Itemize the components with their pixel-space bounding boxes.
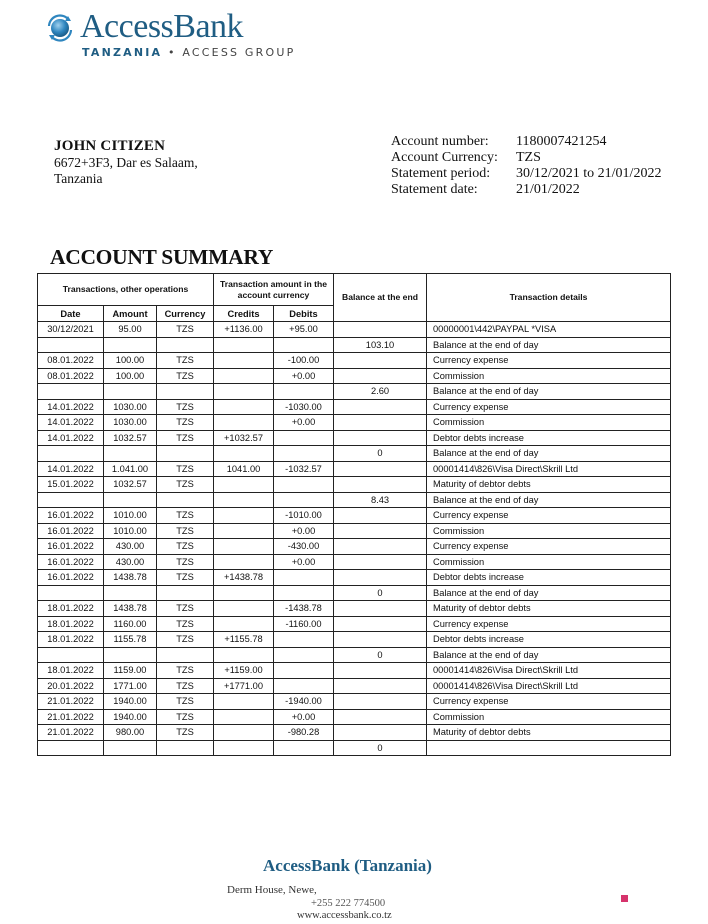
cell-credits <box>214 415 274 431</box>
table-row <box>38 353 671 369</box>
cell-details: Debtor debts increase <box>427 430 671 446</box>
cell-details: Balance at the end of day <box>427 337 671 353</box>
cell-amount <box>104 585 157 601</box>
customer-name: JOHN CITIZEN <box>54 138 166 154</box>
header-amount: Amount <box>104 306 157 322</box>
cell-debits: +0.00 <box>274 368 334 384</box>
cell-debits <box>274 740 334 756</box>
account-currency-label: Account Currency: <box>391 150 498 165</box>
table-row <box>38 492 671 508</box>
cell-balance <box>334 709 427 725</box>
table-row <box>38 399 671 415</box>
cell-date: 18.01.2022 <box>38 663 104 679</box>
cell-date <box>38 492 104 508</box>
account-currency-row <box>391 150 661 166</box>
cell-balance <box>334 725 427 741</box>
cell-credits <box>214 368 274 384</box>
cell-date: 18.01.2022 <box>38 632 104 648</box>
table-row <box>38 678 671 694</box>
cell-balance <box>334 430 427 446</box>
cell-debits: -1030.00 <box>274 399 334 415</box>
cell-amount: 1940.00 <box>104 694 157 710</box>
cell-amount <box>104 492 157 508</box>
cell-debits: +0.00 <box>274 523 334 539</box>
cell-currency <box>157 492 214 508</box>
cell-currency: TZS <box>157 616 214 632</box>
cell-currency: TZS <box>157 415 214 431</box>
cell-debits <box>274 477 334 493</box>
cell-debits: +0.00 <box>274 554 334 570</box>
cell-credits <box>214 585 274 601</box>
cell-debits <box>274 647 334 663</box>
cell-date <box>38 337 104 353</box>
cell-debits: -1160.00 <box>274 616 334 632</box>
cell-balance: 8.43 <box>334 492 427 508</box>
cell-amount: 430.00 <box>104 539 157 555</box>
cell-debits: -1010.00 <box>274 508 334 524</box>
cell-balance <box>334 368 427 384</box>
cell-date: 16.01.2022 <box>38 554 104 570</box>
cell-details: Commission <box>427 709 671 725</box>
cell-credits: +1438.78 <box>214 570 274 586</box>
cell-credits <box>214 554 274 570</box>
logo-wordmark: AccessBank <box>80 8 244 45</box>
cell-credits <box>214 740 274 756</box>
cell-amount: 430.00 <box>104 554 157 570</box>
cell-amount: 1010.00 <box>104 523 157 539</box>
cell-debits <box>274 446 334 462</box>
cell-date: 21.01.2022 <box>38 694 104 710</box>
cell-date: 21.01.2022 <box>38 725 104 741</box>
cell-details: Currency expense <box>427 399 671 415</box>
table-row <box>38 585 671 601</box>
cell-amount: 95.00 <box>104 322 157 338</box>
cell-balance <box>334 508 427 524</box>
table-row <box>38 725 671 741</box>
table-row <box>38 322 671 338</box>
statement-date-value: 21/01/2022 <box>516 182 580 197</box>
cell-details: 00000001\442\PAYPAL *VISA <box>427 322 671 338</box>
cell-amount: 1032.57 <box>104 430 157 446</box>
cell-debits <box>274 337 334 353</box>
header-amount-group: Transaction amount in the account currency <box>214 274 334 306</box>
cell-currency: TZS <box>157 694 214 710</box>
cell-details: Debtor debts increase <box>427 632 671 648</box>
table-row <box>38 647 671 663</box>
table-row <box>38 740 671 756</box>
header-debits: Debits <box>274 306 334 322</box>
cell-details: Commission <box>427 523 671 539</box>
cell-balance: 0 <box>334 740 427 756</box>
cell-balance <box>334 663 427 679</box>
cell-credits <box>214 399 274 415</box>
cell-balance <box>334 415 427 431</box>
statement-period-value: 30/12/2021 to 21/01/2022 <box>516 166 662 181</box>
cell-details: Balance at the end of day <box>427 585 671 601</box>
header-currency: Currency <box>157 306 214 322</box>
cell-balance: 2.60 <box>334 384 427 400</box>
cell-amount: 1438.78 <box>104 601 157 617</box>
cell-date: 08.01.2022 <box>38 353 104 369</box>
footer-marker-icon <box>621 895 628 902</box>
cell-credits <box>214 709 274 725</box>
cell-date: 16.01.2022 <box>38 508 104 524</box>
cell-amount: 1.041.00 <box>104 461 157 477</box>
cell-date: 18.01.2022 <box>38 616 104 632</box>
cell-details: Balance at the end of day <box>427 647 671 663</box>
cell-currency: TZS <box>157 570 214 586</box>
cell-debits: -100.00 <box>274 353 334 369</box>
header-balance: Balance at the end <box>334 274 427 322</box>
logo-tagline <box>82 46 295 59</box>
header-details: Transaction details <box>427 274 671 322</box>
cell-credits <box>214 601 274 617</box>
cell-amount: 1010.00 <box>104 508 157 524</box>
cell-credits <box>214 492 274 508</box>
account-currency-value: TZS <box>516 150 541 165</box>
cell-balance <box>334 678 427 694</box>
cell-currency: TZS <box>157 539 214 555</box>
table-row <box>38 523 671 539</box>
cell-details: 00001414\826\Visa Direct\Skrill Ltd <box>427 461 671 477</box>
logo-region: TANZANIA <box>82 46 163 59</box>
cell-currency: TZS <box>157 353 214 369</box>
cell-credits: +1032.57 <box>214 430 274 446</box>
cell-details: Balance at the end of day <box>427 384 671 400</box>
cell-credits <box>214 508 274 524</box>
cell-debits: -430.00 <box>274 539 334 555</box>
cell-currency <box>157 384 214 400</box>
cell-currency: TZS <box>157 368 214 384</box>
table-row <box>38 539 671 555</box>
cell-details: Currency expense <box>427 539 671 555</box>
cell-credits <box>214 694 274 710</box>
cell-date <box>38 585 104 601</box>
table-row <box>38 477 671 493</box>
cell-date <box>38 446 104 462</box>
cell-date: 30/12/2021 <box>38 322 104 338</box>
cell-date: 21.01.2022 <box>38 709 104 725</box>
footer-website[interactable]: www.accessbank.co.tz <box>297 910 392 921</box>
cell-details: Commission <box>427 368 671 384</box>
statement-period-label: Statement period: <box>391 166 491 181</box>
cell-date: 16.01.2022 <box>38 570 104 586</box>
cell-balance <box>334 353 427 369</box>
cell-details: Currency expense <box>427 353 671 369</box>
cell-date: 15.01.2022 <box>38 477 104 493</box>
table-row <box>38 415 671 431</box>
cell-currency <box>157 647 214 663</box>
cell-date: 14.01.2022 <box>38 415 104 431</box>
footer-bank-name: AccessBank (Tanzania) <box>263 856 432 875</box>
cell-credits: 1041.00 <box>214 461 274 477</box>
cell-debits: -980.28 <box>274 725 334 741</box>
cell-debits <box>274 678 334 694</box>
cell-debits: -1940.00 <box>274 694 334 710</box>
table-row <box>38 446 671 462</box>
cell-balance: 103.10 <box>334 337 427 353</box>
cell-details <box>427 740 671 756</box>
statement-period-row <box>391 166 661 182</box>
cell-currency: TZS <box>157 508 214 524</box>
cell-amount <box>104 446 157 462</box>
cell-details: 00001414\826\Visa Direct\Skrill Ltd <box>427 663 671 679</box>
cell-details: Maturity of debtor debts <box>427 477 671 493</box>
cell-date <box>38 740 104 756</box>
table-row <box>38 632 671 648</box>
cell-date <box>38 647 104 663</box>
cell-credits: +1159.00 <box>214 663 274 679</box>
account-summary-title: ACCOUNT SUMMARY <box>50 245 274 269</box>
cell-amount: 1438.78 <box>104 570 157 586</box>
cell-details: Debtor debts increase <box>427 570 671 586</box>
cell-amount <box>104 740 157 756</box>
cell-credits <box>214 539 274 555</box>
header-date: Date <box>38 306 104 322</box>
cell-debits <box>274 430 334 446</box>
cell-amount <box>104 384 157 400</box>
access-bank-logo-icon <box>46 14 74 42</box>
cell-credits <box>214 523 274 539</box>
header-credits: Credits <box>214 306 274 322</box>
cell-currency <box>157 740 214 756</box>
cell-balance <box>334 523 427 539</box>
customer-address-line2: Tanzania <box>54 171 103 186</box>
table-row <box>38 663 671 679</box>
cell-date: 18.01.2022 <box>38 601 104 617</box>
bank-logo <box>46 8 296 60</box>
table-row <box>38 461 671 477</box>
cell-details: Maturity of debtor debts <box>427 725 671 741</box>
account-info <box>391 134 661 198</box>
account-number-label: Account number: <box>391 134 489 149</box>
table-row <box>38 508 671 524</box>
cell-debits: -1438.78 <box>274 601 334 617</box>
cell-details: Balance at the end of day <box>427 446 671 462</box>
cell-amount: 100.00 <box>104 353 157 369</box>
cell-balance <box>334 554 427 570</box>
cell-currency: TZS <box>157 399 214 415</box>
table-row <box>38 430 671 446</box>
cell-credits <box>214 477 274 493</box>
cell-balance <box>334 477 427 493</box>
cell-credits <box>214 725 274 741</box>
cell-balance <box>334 570 427 586</box>
footer-address: Derm House, Newe, <box>227 884 317 896</box>
table-row <box>38 384 671 400</box>
cell-date: 14.01.2022 <box>38 461 104 477</box>
logo-group: ACCESS GROUP <box>182 46 296 59</box>
header-transactions-group: Transactions, other operations <box>38 274 214 306</box>
cell-credits: +1136.00 <box>214 322 274 338</box>
cell-credits <box>214 384 274 400</box>
cell-debits <box>274 632 334 648</box>
cell-balance: 0 <box>334 585 427 601</box>
cell-debits: +0.00 <box>274 709 334 725</box>
cell-credits <box>214 446 274 462</box>
cell-date: 14.01.2022 <box>38 430 104 446</box>
cell-details: Currency expense <box>427 616 671 632</box>
cell-currency: TZS <box>157 601 214 617</box>
cell-balance <box>334 461 427 477</box>
cell-amount <box>104 647 157 663</box>
table-header-group-row <box>38 274 671 306</box>
table-row <box>38 709 671 725</box>
cell-balance <box>334 632 427 648</box>
cell-currency: TZS <box>157 430 214 446</box>
cell-balance <box>334 601 427 617</box>
cell-credits <box>214 353 274 369</box>
cell-details: Currency expense <box>427 694 671 710</box>
cell-date: 08.01.2022 <box>38 368 104 384</box>
cell-details: Maturity of debtor debts <box>427 601 671 617</box>
cell-credits: +1771.00 <box>214 678 274 694</box>
logo-separator: • <box>167 46 177 59</box>
cell-balance <box>334 694 427 710</box>
cell-currency <box>157 585 214 601</box>
footer-phone: +255 222 774500 <box>311 898 386 909</box>
cell-amount: 1771.00 <box>104 678 157 694</box>
table-row <box>38 601 671 617</box>
cell-balance <box>334 322 427 338</box>
transactions-body <box>38 322 671 756</box>
cell-currency: TZS <box>157 461 214 477</box>
table-row <box>38 616 671 632</box>
cell-balance <box>334 616 427 632</box>
cell-date <box>38 384 104 400</box>
cell-amount: 1159.00 <box>104 663 157 679</box>
cell-amount: 100.00 <box>104 368 157 384</box>
account-number-value: 1180007421254 <box>516 134 607 149</box>
cell-amount: 1030.00 <box>104 399 157 415</box>
cell-date: 14.01.2022 <box>38 399 104 415</box>
table-row <box>38 337 671 353</box>
cell-debits: -1032.57 <box>274 461 334 477</box>
statement-date-label: Statement date: <box>391 182 478 197</box>
table-row <box>38 694 671 710</box>
cell-currency: TZS <box>157 477 214 493</box>
cell-debits <box>274 663 334 679</box>
cell-balance: 0 <box>334 647 427 663</box>
cell-debits <box>274 570 334 586</box>
cell-date: 20.01.2022 <box>38 678 104 694</box>
cell-balance: 0 <box>334 446 427 462</box>
transactions-table <box>37 273 671 756</box>
cell-balance <box>334 539 427 555</box>
table-row <box>38 570 671 586</box>
cell-amount: 1155.78 <box>104 632 157 648</box>
account-number-row <box>391 134 661 150</box>
cell-details: Commission <box>427 415 671 431</box>
customer-block <box>54 138 198 187</box>
cell-debits <box>274 585 334 601</box>
cell-currency: TZS <box>157 725 214 741</box>
cell-amount <box>104 337 157 353</box>
table-row <box>38 368 671 384</box>
table-row <box>38 554 671 570</box>
cell-credits <box>214 616 274 632</box>
cell-amount: 1032.57 <box>104 477 157 493</box>
cell-credits <box>214 647 274 663</box>
customer-address-line1: 6672+3F3, Dar es Salaam, <box>54 155 198 170</box>
cell-currency: TZS <box>157 663 214 679</box>
cell-amount: 1940.00 <box>104 709 157 725</box>
cell-currency <box>157 446 214 462</box>
cell-balance <box>334 399 427 415</box>
cell-date: 16.01.2022 <box>38 539 104 555</box>
cell-currency: TZS <box>157 632 214 648</box>
cell-currency: TZS <box>157 322 214 338</box>
cell-debits: +95.00 <box>274 322 334 338</box>
cell-details: Currency expense <box>427 508 671 524</box>
cell-date: 16.01.2022 <box>38 523 104 539</box>
cell-debits: +0.00 <box>274 415 334 431</box>
cell-amount: 980.00 <box>104 725 157 741</box>
cell-currency <box>157 337 214 353</box>
cell-credits: +1155.78 <box>214 632 274 648</box>
cell-currency: TZS <box>157 709 214 725</box>
cell-details: Balance at the end of day <box>427 492 671 508</box>
cell-currency: TZS <box>157 554 214 570</box>
cell-amount: 1160.00 <box>104 616 157 632</box>
cell-currency: TZS <box>157 523 214 539</box>
statement-date-row <box>391 182 661 198</box>
cell-debits <box>274 492 334 508</box>
cell-credits <box>214 337 274 353</box>
cell-details: Commission <box>427 554 671 570</box>
cell-currency: TZS <box>157 678 214 694</box>
cell-details: 00001414\826\Visa Direct\Skrill Ltd <box>427 678 671 694</box>
cell-amount: 1030.00 <box>104 415 157 431</box>
cell-debits <box>274 384 334 400</box>
